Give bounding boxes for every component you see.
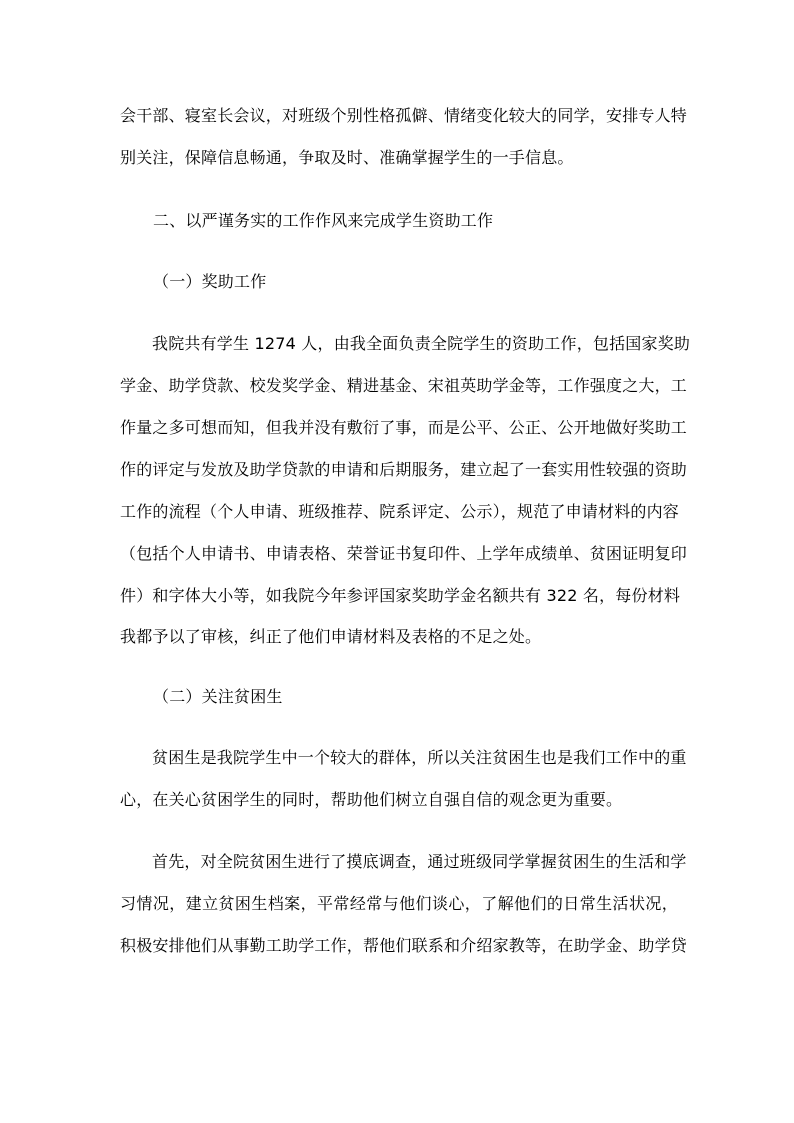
section-heading: 二、以严谨务实的工作作风来完成学生资助工作 bbox=[153, 211, 494, 230]
paragraph-line: 作的评定与发放及助学贷款的申请和后期服务，建立起了一套实用性较强的资助 bbox=[120, 460, 688, 479]
paragraph-line: 我院共有学生 1274 人，由我全面负责全院学生的资助工作，包括国家奖助 bbox=[152, 334, 691, 353]
paragraph-line: 作量之多可想而知，但我并没有敷衍了事，而是公平、公正、公开地做好奖助工 bbox=[120, 418, 688, 437]
paragraph-line: 会干部、寝室长会议，对班级个别性格孤僻、情绪变化较大的同学，安排专人特 bbox=[120, 106, 688, 125]
paragraph-line: 我都予以了审核，纠正了他们申请材料及表格的不足之处。 bbox=[120, 627, 542, 646]
paragraph-line: 积极安排他们从事勤工助学工作，帮他们联系和介绍家教等，在助学金、助学贷 bbox=[120, 936, 688, 955]
paragraph-line: 工作的流程（个人申请、班级推荐、院系评定、公示），规范了申请材料的内容 bbox=[120, 502, 680, 521]
paragraph-line: 心，在关心贫困学生的同时，帮助他们树立自强自信的观念更为重要。 bbox=[120, 790, 623, 809]
subsection-heading: （一）奖助工作 bbox=[153, 272, 267, 291]
paragraph-line: 件）和字体大小等，如我院今年参评国家奖助学金名额共有 322 名，每份材料 bbox=[120, 586, 681, 605]
subsection-heading: （二）关注贫困生 bbox=[153, 687, 283, 706]
paragraph-line: 贫困生是我院学生中一个较大的群体，所以关注贫困生也是我们工作中的重 bbox=[152, 748, 687, 767]
paragraph-line: 首先，对全院贫困生进行了摸底调查，通过班级同学掌握贫困生的生活和学 bbox=[152, 852, 687, 871]
paragraph-line: （包括个人申请书、申请表格、荣誉证书复印件、上学年成绩单、贫困证明复印 bbox=[120, 544, 688, 563]
paragraph-line: 习情况，建立贫困生档案，平常经常与他们谈心，了解他们的日常生活状况， bbox=[120, 894, 678, 913]
paragraph-line: 别关注，保障信息畅通，争取及时、准确掌握学生的一手信息。 bbox=[120, 148, 574, 167]
paragraph-line: 学金、助学贷款、校发奖学金、精进基金、宋祖英助学金等，工作强度之大，工 bbox=[120, 376, 688, 395]
